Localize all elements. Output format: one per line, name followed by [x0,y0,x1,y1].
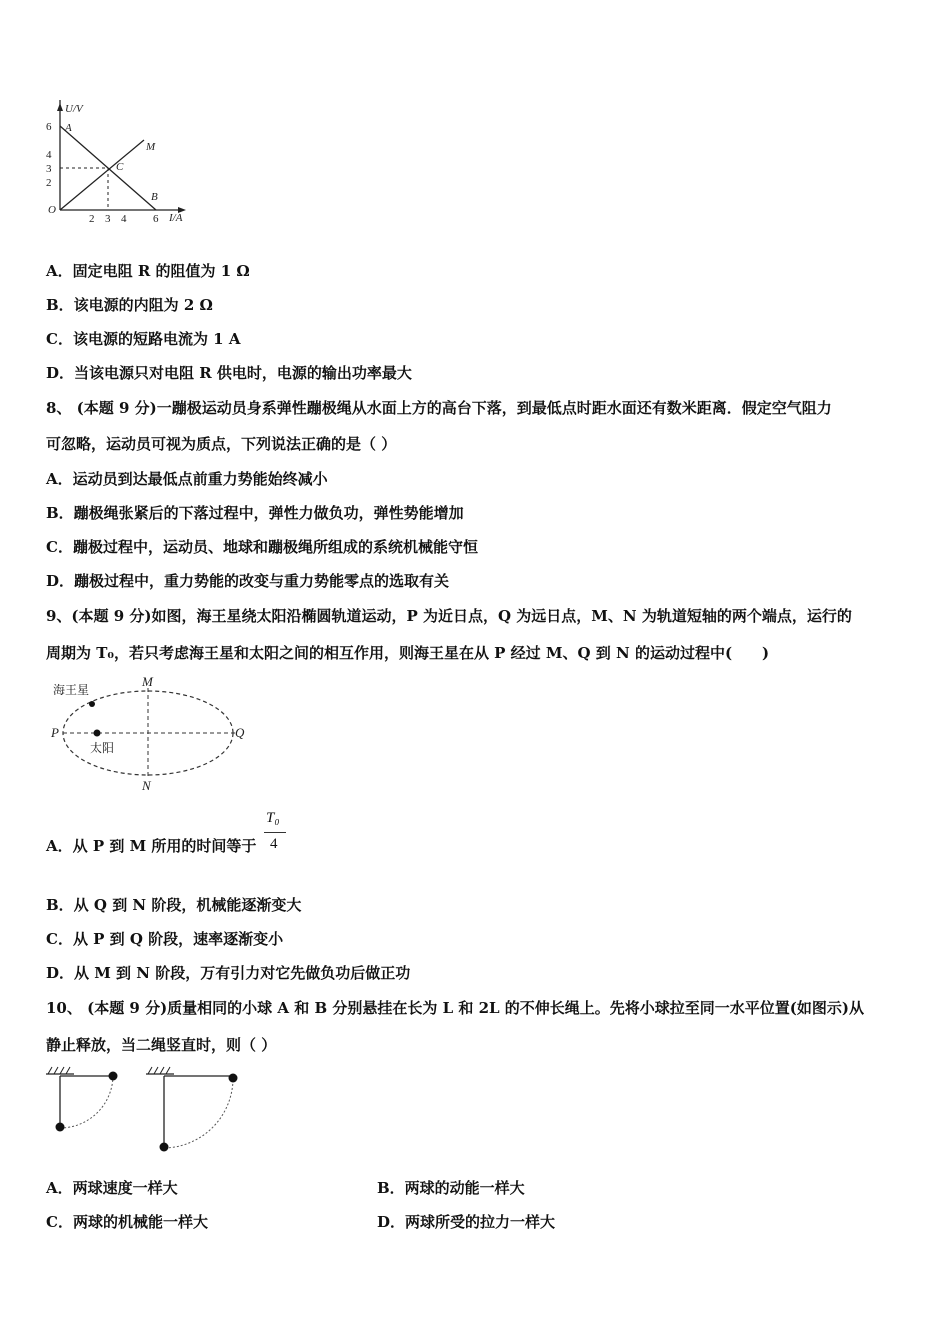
y-axis-label: U/V [65,103,83,115]
point-p-label: P [51,725,59,740]
y-tick-3: 3 [46,163,52,175]
q9-stem-line-2: 周期为 T₀，若只考虑海王星和太阳之间的相互作用，则海王星在从 P 经过 M、Q 到 N 的运动过程中( ) [46,644,770,662]
q9-stem-line-1: 9、(本题 9 分)如图，海王星绕太阳沿椭圆轨道运动，P 为近日点，Q 为远日点，M、N 为轨道短轴的两个端点，运行的 [46,607,852,625]
x-tick-6: 6 [153,213,159,225]
sun-label: 太阳 [90,741,115,755]
fraction-t0-over-4 [264,810,286,858]
q9-option-d: D．从 M 到 N 阶段，万有引力对它先做负功后做正功 [46,964,411,982]
q7-option-d: D．当该电源只对电阻 R 供电时，电源的输出功率最大 [46,364,412,382]
y-tick-6: 6 [46,121,52,133]
point-m-label: M [142,674,153,689]
q10-stem-line-1: 10、 (本题 9 分)质量相同的小球 A 和 B 分别悬挂在长为 L 和 2L 的不伸长绳上。先将小球拉至同一水平位置(如图示)从 [46,999,864,1017]
point-a-label: A [65,122,72,134]
fraction-numerator: T₀ [266,810,280,826]
point-c-label: C [116,161,124,173]
q10-option-b: B．两球的动能一样大 [377,1179,525,1197]
orbit-figure [45,672,265,797]
q7-option-b: B．该电源的内阻为 2 Ω [46,296,213,314]
origin-label: O [48,204,56,216]
ui-graph-figure [40,100,200,230]
q10-stem-line-2: 静止释放，当二绳竖直时，则（ ） [46,1036,277,1054]
q7-option-a: A．固定电阻 R 的阻值为 1 Ω [46,262,250,280]
q8-stem-line-1: 8、 (本题 9 分)一蹦极运动员身系弹性蹦极绳从水面上方的高台下落，到最低点时距水面还有数米距离．假定空气阻力 [46,399,832,417]
q10-option-d: D．两球所受的拉力一样大 [377,1213,556,1231]
y-tick-2: 2 [46,177,52,189]
q9-option-b: B．从 Q 到 N 阶段，机械能逐渐变大 [46,896,302,914]
x-tick-3: 3 [105,213,111,225]
pendulum-figure [40,1062,260,1162]
ball-b-start [229,1074,238,1083]
sun-dot [94,730,101,737]
point-m-label: M [146,141,156,153]
q8-stem-line-2: 可忽略，运动员可视为质点，下列说法正确的是（ ） [46,435,397,453]
x-tick-2: 2 [89,213,95,225]
point-n-label: N [142,778,151,793]
ball-b-bottom [160,1143,169,1152]
q9-option-a: A．从 P 到 M 所用的时间等于 [46,837,257,855]
q8-option-b: B．蹦极绳张紧后的下落过程中，弹性力做负功，弹性势能增加 [46,504,464,522]
q9-option-c: C．从 P 到 Q 阶段，速率逐渐变小 [46,930,284,948]
fraction-denominator: 4 [270,836,278,852]
neptune-label: 海王星 [53,683,90,697]
x-tick-4: 4 [121,213,127,225]
q8-option-c: C．蹦极过程中，运动员、地球和蹦极绳所组成的系统机械能守恒 [46,538,478,556]
point-q-label: Q [235,725,245,740]
ball-a-bottom [56,1123,65,1132]
q7-option-c: C．该电源的短路电流为 1 A [46,330,241,348]
q8-option-a: A．运动员到达最低点前重力势能始终减小 [46,470,328,488]
ball-a-start [109,1072,118,1081]
q8-option-d: D．蹦极过程中，重力势能的改变与重力势能零点的选取有关 [46,572,450,590]
q10-option-c: C．两球的机械能一样大 [46,1213,208,1231]
q10-option-a: A．两球速度一样大 [46,1179,178,1197]
point-b-label: B [151,191,158,203]
x-axis-label: I/A [169,212,183,224]
y-tick-4: 4 [46,149,52,161]
neptune-dot [89,701,95,707]
